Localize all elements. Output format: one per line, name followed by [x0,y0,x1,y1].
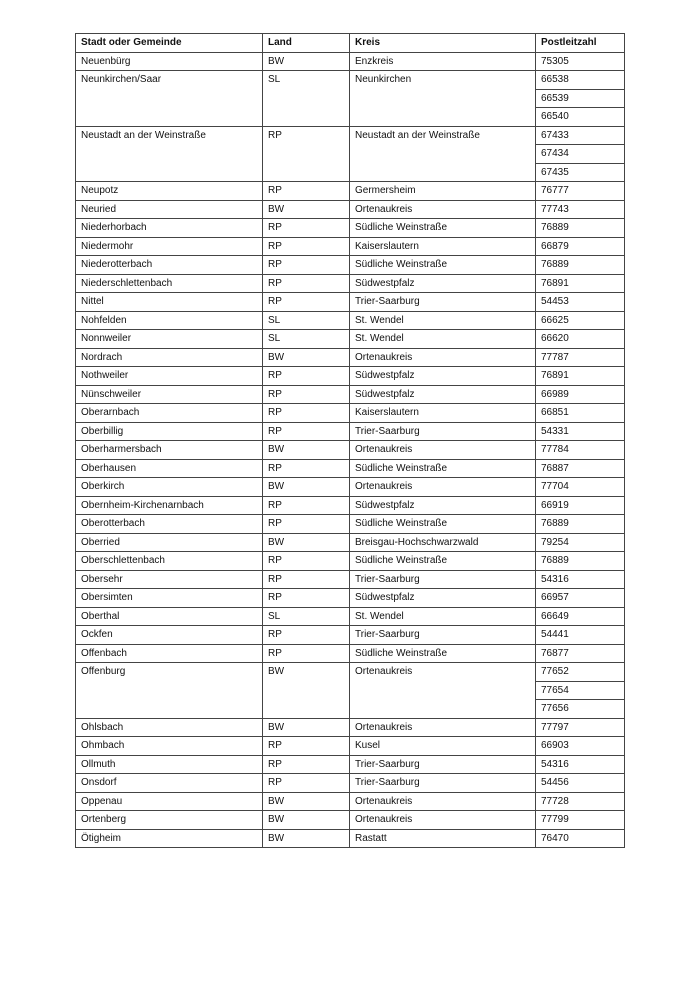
cell-stadt: Obersehr [76,570,263,589]
cell-stadt: Niederschlettenbach [76,274,263,293]
table-row [76,515,625,534]
cell-stadt: Nünschweiler [76,385,263,404]
cell-postleitzahl: 66540 [536,108,625,127]
cell-kreis: Südliche Weinstraße [350,256,536,275]
cell-postleitzahl: 77787 [536,348,625,367]
cell-kreis: Kaiserslautern [350,404,536,423]
table-row [76,293,625,312]
cell-postleitzahl: 77728 [536,792,625,811]
cell-land: RP [263,515,350,534]
table-row [76,52,625,71]
cell-kreis: Südwestpfalz [350,367,536,386]
cell-stadt: Ortenberg [76,811,263,830]
cell-kreis: Ortenaukreis [350,478,536,497]
cell-stadt: Ohmbach [76,737,263,756]
table-row [76,330,625,349]
cell-land: RP [263,256,350,275]
cell-stadt: Oberschlettenbach [76,552,263,571]
cell-postleitzahl: 76891 [536,274,625,293]
cell-postleitzahl: 66625 [536,311,625,330]
cell-land: RP [263,293,350,312]
cell-land: BW [263,792,350,811]
cell-land: RP [263,570,350,589]
cell-postleitzahl: 77799 [536,811,625,830]
cell-stadt: Oberhausen [76,459,263,478]
cell-stadt: Obernheim-Kirchenarnbach [76,496,263,515]
cell-postleitzahl: 66957 [536,589,625,608]
table-row [76,459,625,478]
cell-land: RP [263,626,350,645]
cell-postleitzahl: 66538 [536,71,625,90]
cell-kreis: Südwestpfalz [350,589,536,608]
cell-stadt: Oberthal [76,607,263,626]
cell-land: BW [263,200,350,219]
table-row [76,737,625,756]
cell-land: RP [263,496,350,515]
cell-stadt: Oberkirch [76,478,263,497]
table-row [76,274,625,293]
cell-kreis: Südliche Weinstraße [350,219,536,238]
cell-postleitzahl: 67435 [536,163,625,182]
cell-postleitzahl: 66649 [536,607,625,626]
header-postleitzahl: Postleitzahl [536,34,625,53]
cell-kreis: Ortenaukreis [350,200,536,219]
cell-kreis: Südliche Weinstraße [350,459,536,478]
cell-land: SL [263,607,350,626]
cell-stadt: Neunkirchen/Saar [76,71,263,127]
cell-stadt: Oberharmersbach [76,441,263,460]
cell-stadt: Niederotterbach [76,256,263,275]
cell-postleitzahl: 76889 [536,552,625,571]
table-row [76,755,625,774]
table-row [76,404,625,423]
cell-postleitzahl: 54316 [536,755,625,774]
cell-stadt: Nohfelden [76,311,263,330]
table-row [76,200,625,219]
cell-postleitzahl: 54456 [536,774,625,793]
cell-kreis: Südliche Weinstraße [350,552,536,571]
table-row [76,626,625,645]
cell-land: RP [263,219,350,238]
cell-postleitzahl: 77654 [536,681,625,700]
cell-kreis: St. Wendel [350,607,536,626]
cell-land: RP [263,182,350,201]
cell-kreis: Enzkreis [350,52,536,71]
cell-land: BW [263,478,350,497]
table-row [76,311,625,330]
cell-stadt: Ohlsbach [76,718,263,737]
cell-postleitzahl: 66989 [536,385,625,404]
cell-postleitzahl: 76889 [536,256,625,275]
cell-land: BW [263,718,350,737]
cell-postleitzahl: 76877 [536,644,625,663]
table-row [76,182,625,201]
cell-land: SL [263,311,350,330]
cell-land: BW [263,348,350,367]
cell-postleitzahl: 77652 [536,663,625,682]
cell-postleitzahl: 77743 [536,200,625,219]
cell-stadt: Nordrach [76,348,263,367]
cell-kreis: Trier-Saarburg [350,626,536,645]
cell-kreis: Südwestpfalz [350,496,536,515]
cell-postleitzahl: 76891 [536,367,625,386]
cell-kreis: Trier-Saarburg [350,422,536,441]
cell-postleitzahl: 79254 [536,533,625,552]
cell-kreis: Kusel [350,737,536,756]
cell-kreis: St. Wendel [350,311,536,330]
cell-land: RP [263,367,350,386]
cell-kreis: Neunkirchen [350,71,536,127]
cell-kreis: St. Wendel [350,330,536,349]
cell-postleitzahl: 54331 [536,422,625,441]
cell-postleitzahl: 77784 [536,441,625,460]
cell-postleitzahl: 75305 [536,52,625,71]
cell-land: RP [263,274,350,293]
header-land: Land [263,34,350,53]
cell-postleitzahl: 54453 [536,293,625,312]
cell-kreis: Ortenaukreis [350,441,536,460]
cell-postleitzahl: 76777 [536,182,625,201]
cell-postleitzahl: 77656 [536,700,625,719]
cell-postleitzahl: 66919 [536,496,625,515]
cell-postleitzahl: 66879 [536,237,625,256]
cell-stadt: Obersimten [76,589,263,608]
cell-stadt: Neuenbürg [76,52,263,71]
table-row [76,71,625,90]
cell-stadt: Neuried [76,200,263,219]
table-row [76,533,625,552]
cell-stadt: Ockfen [76,626,263,645]
cell-stadt: Oberarnbach [76,404,263,423]
cell-postleitzahl: 67433 [536,126,625,145]
cell-land: SL [263,330,350,349]
cell-postleitzahl: 67434 [536,145,625,164]
table-row [76,496,625,515]
cell-stadt: Onsdorf [76,774,263,793]
cell-kreis: Südwestpfalz [350,385,536,404]
cell-land: RP [263,385,350,404]
cell-kreis: Ortenaukreis [350,348,536,367]
table-row [76,644,625,663]
cell-land: BW [263,52,350,71]
cell-stadt: Oberotterbach [76,515,263,534]
cell-land: RP [263,459,350,478]
table-row [76,478,625,497]
table-row [76,663,625,682]
table-row [76,422,625,441]
table-row [76,774,625,793]
table-row [76,552,625,571]
cell-land: RP [263,644,350,663]
cell-kreis: Trier-Saarburg [350,293,536,312]
cell-stadt: Offenbach [76,644,263,663]
cell-postleitzahl: 76887 [536,459,625,478]
cell-postleitzahl: 54441 [536,626,625,645]
cell-postleitzahl: 76889 [536,515,625,534]
cell-stadt: Oppenau [76,792,263,811]
cell-postleitzahl: 66851 [536,404,625,423]
cell-postleitzahl: 76470 [536,829,625,848]
table-row [76,256,625,275]
cell-postleitzahl: 66539 [536,89,625,108]
table-body [76,52,625,848]
cell-land: RP [263,552,350,571]
table-row [76,570,625,589]
table-row [76,441,625,460]
header-kreis: Kreis [350,34,536,53]
table-row [76,219,625,238]
cell-stadt: Neupotz [76,182,263,201]
cell-kreis: Ortenaukreis [350,811,536,830]
cell-kreis: Germersheim [350,182,536,201]
cell-postleitzahl: 77704 [536,478,625,497]
cell-kreis: Ortenaukreis [350,663,536,719]
cell-kreis: Trier-Saarburg [350,570,536,589]
table-row [76,237,625,256]
cell-postleitzahl: 66620 [536,330,625,349]
cell-postleitzahl: 66903 [536,737,625,756]
cell-land: BW [263,441,350,460]
cell-stadt: Nothweiler [76,367,263,386]
cell-stadt: Oberbillig [76,422,263,441]
table-row [76,348,625,367]
table-row [76,829,625,848]
header-stadt: Stadt oder Gemeinde [76,34,263,53]
table-row [76,367,625,386]
cell-kreis: Südwestpfalz [350,274,536,293]
cell-land: RP [263,404,350,423]
cell-kreis: Trier-Saarburg [350,774,536,793]
cell-land: BW [263,829,350,848]
cell-land: RP [263,126,350,182]
cell-land: RP [263,237,350,256]
table-header-row [76,34,625,53]
cell-stadt: Niedermohr [76,237,263,256]
cell-stadt: Nonnweiler [76,330,263,349]
cell-stadt: Neustadt an der Weinstraße [76,126,263,182]
cell-stadt: Offenburg [76,663,263,719]
cell-kreis: Ortenaukreis [350,718,536,737]
cell-land: RP [263,774,350,793]
table-row [76,385,625,404]
cell-kreis: Südliche Weinstraße [350,515,536,534]
cell-stadt: Ollmuth [76,755,263,774]
cell-postleitzahl: 54316 [536,570,625,589]
cell-stadt: Ötigheim [76,829,263,848]
cell-stadt: Niederhorbach [76,219,263,238]
cell-land: RP [263,755,350,774]
postal-code-table [75,33,625,848]
cell-kreis: Südliche Weinstraße [350,644,536,663]
cell-stadt: Nittel [76,293,263,312]
cell-stadt: Oberried [76,533,263,552]
cell-land: BW [263,811,350,830]
cell-postleitzahl: 77797 [536,718,625,737]
cell-land: RP [263,589,350,608]
cell-land: SL [263,71,350,127]
cell-kreis: Kaiserslautern [350,237,536,256]
cell-land: RP [263,737,350,756]
cell-kreis: Breisgau-Hochschwarzwald [350,533,536,552]
table-row [76,589,625,608]
table-row [76,792,625,811]
cell-land: BW [263,663,350,719]
cell-land: BW [263,533,350,552]
cell-kreis: Rastatt [350,829,536,848]
table-row [76,607,625,626]
cell-kreis: Trier-Saarburg [350,755,536,774]
table-row [76,126,625,145]
cell-kreis: Neustadt an der Weinstraße [350,126,536,182]
table-row [76,718,625,737]
cell-kreis: Ortenaukreis [350,792,536,811]
cell-postleitzahl: 76889 [536,219,625,238]
table-row [76,811,625,830]
cell-land: RP [263,422,350,441]
